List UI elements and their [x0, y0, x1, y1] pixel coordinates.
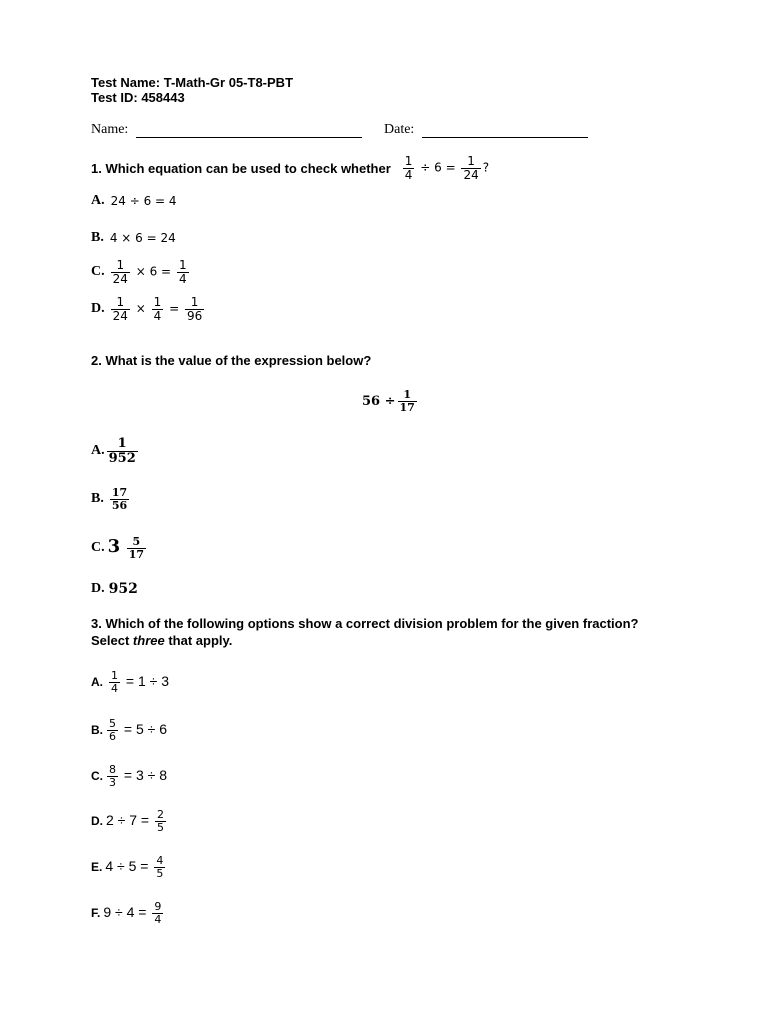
question-2-prompt: 2. What is the value of the expression below?: [91, 353, 372, 368]
date-field[interactable]: [384, 122, 588, 138]
option-label: C.: [91, 540, 105, 555]
fraction: $\frac{1}{24}$: [112, 294, 128, 323]
q3-option-a[interactable]: A. $\frac{1}{4}$ = 1 ÷ 3: [91, 668, 169, 695]
option-label: A.: [91, 193, 105, 208]
fraction: $\frac{2}{5}$: [157, 807, 164, 834]
name-line: [136, 124, 362, 138]
option-label: D.: [91, 814, 103, 828]
fraction: $\frac{1}{24}$: [463, 153, 479, 182]
q1-option-a[interactable]: [91, 192, 177, 210]
question-1-prompt: 1. Which equation can be used to check whether: [91, 160, 391, 176]
option-text: 4 × 6 = 24: [109, 231, 176, 245]
fraction: $\frac{1}{4}$: [153, 294, 162, 323]
fraction: $\frac{8}{3}$: [109, 762, 116, 789]
option-label: C.: [91, 264, 105, 279]
fraction: $\frac{5}{17}$: [128, 535, 144, 561]
fraction: $\frac{1}{952}$: [108, 435, 136, 466]
option-label: B.: [91, 723, 103, 737]
test-id: Test ID: 458443: [91, 90, 185, 105]
option-label: B.: [91, 491, 104, 506]
fraction: $\frac{1}{4}$: [111, 668, 118, 695]
fraction: $\frac{1}{96}$: [186, 294, 203, 323]
date-label: Date:: [384, 122, 415, 137]
option-label: A.: [91, 443, 105, 458]
fraction: $\frac{4}{5}$: [156, 853, 164, 880]
question-1: [91, 151, 489, 185]
q3-option-d[interactable]: D. 2 ÷ 7 = $\frac{2}{5}$: [91, 807, 164, 834]
option-label: A.: [91, 675, 103, 689]
q3-option-f[interactable]: F. 9 ÷ 4 = $\frac{9}{4}$: [91, 899, 162, 926]
name-field[interactable]: [91, 122, 362, 138]
q1-option-c[interactable]: C. $\frac{1}{24}$ × 6 = $\frac{1}{4}$: [91, 257, 187, 286]
option-label: C.: [91, 769, 103, 783]
q2-option-c[interactable]: C. 3 $\frac{5}{17}$: [91, 535, 144, 561]
q3-option-b[interactable]: B. $\frac{5}{6}$ = 5 ÷ 6: [91, 716, 167, 743]
option-label: D.: [91, 581, 105, 596]
q2-option-b[interactable]: [91, 483, 131, 515]
q2-option-d[interactable]: [91, 580, 138, 598]
option-label: E.: [91, 860, 103, 874]
q2-option-a[interactable]: [91, 431, 140, 471]
name-label: Name:: [91, 122, 129, 137]
fraction: $\frac{5}{6}$: [109, 716, 116, 743]
fraction: $\frac{1}{4}$: [404, 153, 413, 182]
q1-option-b[interactable]: [91, 229, 176, 247]
question-3-instruction: Select three that apply.: [91, 633, 233, 648]
q1-option-d[interactable]: D. $\frac{1}{24}$ × $\frac{1}{4}$ = $\frac{1}{96}$: [91, 294, 203, 323]
q3-option-c[interactable]: C. $\frac{8}{3}$ = 3 ÷ 8: [91, 762, 167, 789]
question-3-prompt: 3. Which of the following options show a correct division problem for the given fraction?: [91, 616, 639, 631]
fraction: $\frac{1}{17}$: [399, 387, 415, 414]
option-text: 24 ÷ 6 = 4: [110, 194, 177, 208]
option-label: D.: [91, 301, 105, 316]
question-1-expression: $\frac{1}{4}$ ÷ 6 = $\frac{1}{24}$ ?: [404, 153, 490, 182]
fraction: $\frac{1}{24}$: [112, 257, 128, 286]
fraction: $\frac{9}{4}$: [154, 899, 162, 926]
fraction: $\frac{1}{4}$: [178, 257, 187, 286]
date-line: [422, 124, 588, 138]
fraction: $\frac{17}{56}$: [111, 485, 128, 512]
q3-option-e[interactable]: E. 4 ÷ 5 = $\frac{4}{5}$: [91, 853, 164, 880]
option-text: 952: [108, 581, 138, 597]
test-name: Test Name: T-Math-Gr 05-T8-PBT: [91, 75, 294, 90]
option-label: F.: [91, 906, 101, 920]
question-2-expression: 56 ÷ $\frac{1}{17}$: [362, 387, 415, 414]
option-label: B.: [91, 230, 104, 245]
